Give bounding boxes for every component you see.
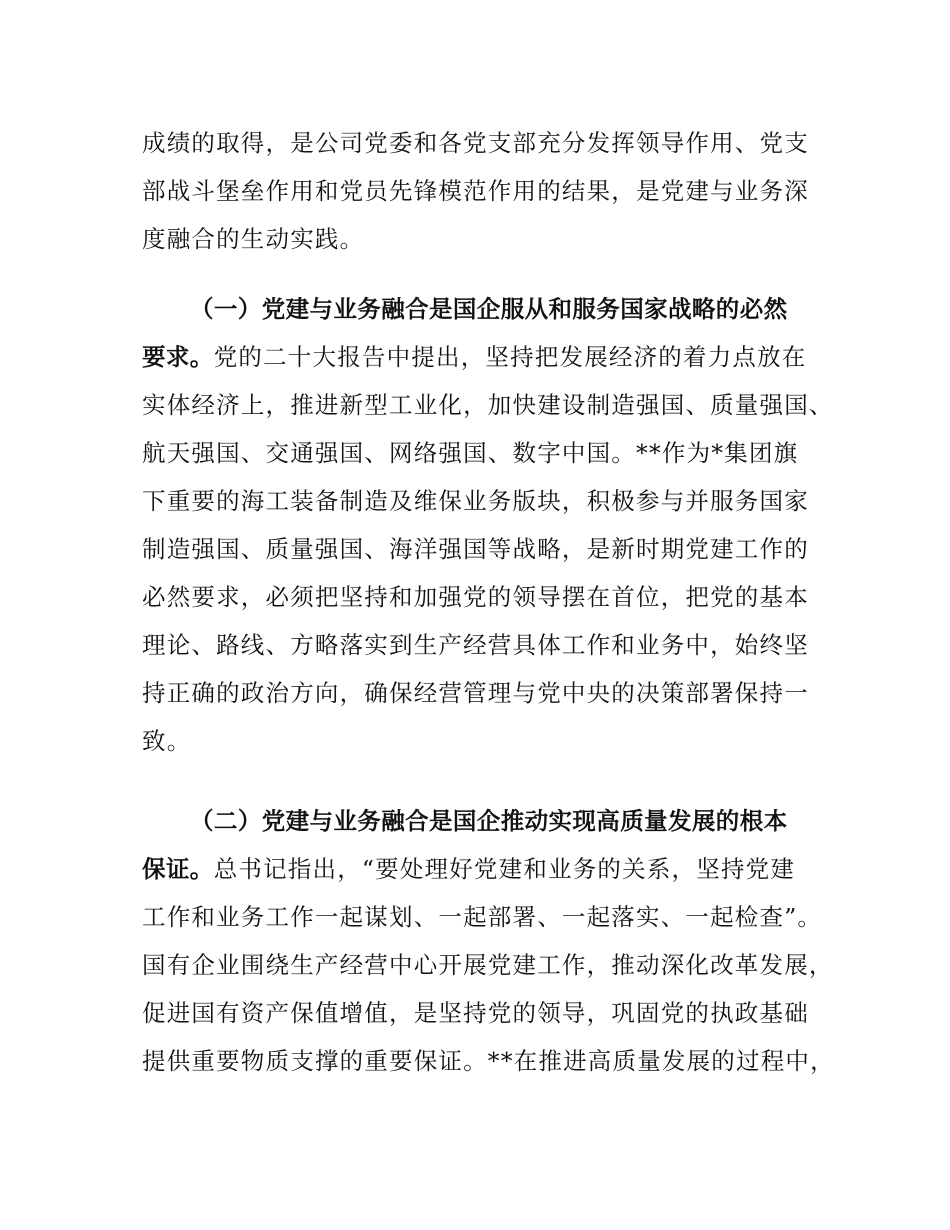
text-line: 理论、路线、方略落实到生产经营具体工作和业务中，始终坚: [142, 631, 809, 659]
text-line: 提供重要物质支撑的重要保证。**在推进高质量发展的过程中，: [142, 1047, 835, 1075]
paragraph-intro: [142, 119, 822, 263]
text-line: 国有企业围绕生产经营中心开展党建工作，推动深化改革发展，: [142, 951, 834, 979]
text-line: 持正确的政治方向，确保经营管理与党中央的决策部署保持一: [142, 679, 809, 707]
text-line: 致。: [142, 727, 192, 755]
text-line: 必然要求，必须把坚持和加强党的领导摆在首位，把党的基本: [142, 583, 809, 611]
text-line: 促进国有资产保值增值，是坚持党的领导，巩固党的执政基础: [142, 999, 809, 1027]
text-line: 部战斗堡垒作用和党员先锋模范作用的结果，是党建与业务深: [142, 177, 809, 205]
section-heading-end: 要求。: [142, 343, 214, 371]
paragraph-section-1: [142, 285, 834, 765]
section-heading-end: 保证。: [142, 855, 214, 883]
text-line-rest: 总书记指出，“要处理好党建和业务的关系，坚持党建: [213, 855, 796, 883]
text-line: 航天强国、交通强国、网络强国、数字中国。**作为*集团旗: [142, 439, 799, 467]
section-heading: （一）党建与业务融合是国企服从和服务国家战略的必然: [190, 295, 788, 323]
text-line: 下重要的海工装备制造及维保业务版块，积极参与并服务国家: [142, 487, 809, 515]
text-line-rest: 党的二十大报告中提出，坚持把发展经济的着力点放在: [213, 343, 807, 371]
paragraph-section-2: [142, 797, 835, 1085]
text-line: [142, 845, 822, 893]
text-line: 实体经济上，推进新型工业化，加快建设制造强国、质量强国、: [142, 391, 834, 419]
text-line: 成绩的取得，是公司党委和各党支部充分发挥领导作用、党支: [142, 129, 809, 157]
text-line: 制造强国、质量强国、海洋强国等战略，是新时期党建工作的: [142, 535, 809, 563]
text-line: [142, 333, 822, 381]
text-line: 工作和业务工作一起谋划、一起部署、一起落实、一起检查”。: [142, 903, 823, 931]
text-line: 度融合的生动实践。: [142, 225, 365, 253]
section-heading: （二）党建与业务融合是国企推动实现高质量发展的根本: [190, 807, 788, 835]
